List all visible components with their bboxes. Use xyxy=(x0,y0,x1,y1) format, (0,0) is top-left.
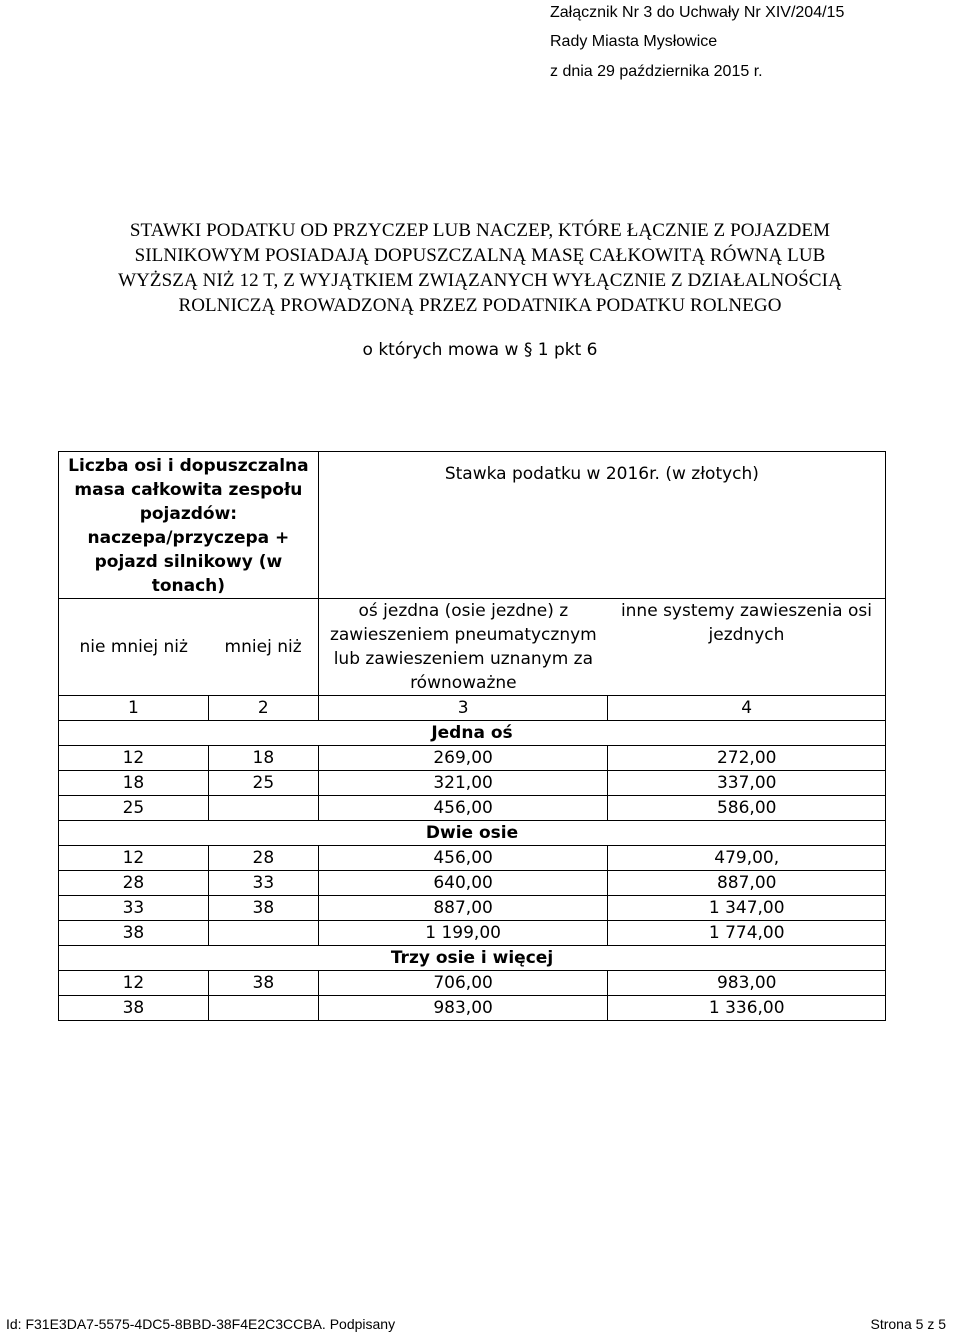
cell-min-weight: 38 xyxy=(59,921,209,946)
document-subtitle: o których mowa w § 1 pkt 6 xyxy=(362,340,598,360)
cell-rate-other: 586,00 xyxy=(608,796,886,821)
council-name: Rady Miasta Mysłowice xyxy=(550,33,718,50)
cell-rate-pneumatic: 983,00 xyxy=(318,996,608,1021)
cell-max-weight: 25 xyxy=(208,771,318,796)
header-max: mniej niż xyxy=(208,599,318,696)
header-pneumatic: oś jezdna (osie jezdne) z zawieszeniem pneumatycznym lub zawieszeniem uznanym za równoważne xyxy=(318,599,608,696)
cell-rate-pneumatic: 321,00 xyxy=(318,771,608,796)
header-other-suspension: inne systemy zawieszenia osi jezdnych xyxy=(608,599,886,696)
cell-rate-other: 887,00 xyxy=(608,871,886,896)
cell-min-weight: 12 xyxy=(59,971,209,996)
page-number: Strona 5 z 5 xyxy=(870,1316,946,1332)
header-tax-rate: Stawka podatku w 2016r. (w złotych) xyxy=(318,452,885,599)
cell-rate-pneumatic: 456,00 xyxy=(318,846,608,871)
cell-rate-pneumatic: 887,00 xyxy=(318,896,608,921)
table-row xyxy=(59,846,886,871)
cell-max-weight: 33 xyxy=(208,871,318,896)
cell-min-weight: 28 xyxy=(59,871,209,896)
table-row xyxy=(59,996,886,1021)
cell-rate-other: 1 347,00 xyxy=(608,896,886,921)
table-row xyxy=(59,771,886,796)
cell-rate-pneumatic: 269,00 xyxy=(318,746,608,771)
header-weight-axles: Liczba osi i dopuszczalna masa całkowita zespołu pojazdów: naczepa/przyczepa + pojazd silnikowy (w tonach) xyxy=(59,452,319,599)
resolution-date: z dnia 29 października 2015 r. xyxy=(550,63,763,80)
cell-rate-pneumatic: 706,00 xyxy=(318,971,608,996)
title-line: ROLNICZĄ PROWADZONĄ PRZEZ PODATNIKA PODATKU ROLNEGO xyxy=(178,295,782,316)
cell-min-weight: 38 xyxy=(59,996,209,1021)
cell-rate-other: 1 336,00 xyxy=(608,996,886,1021)
tax-rate-sections xyxy=(59,721,886,1021)
cell-min-weight: 12 xyxy=(59,746,209,771)
tax-rate-table xyxy=(58,451,886,1021)
section-heading: Dwie osie xyxy=(59,821,886,846)
cell-rate-pneumatic: 456,00 xyxy=(318,796,608,821)
cell-rate-other: 1 774,00 xyxy=(608,921,886,946)
table-row xyxy=(59,971,886,996)
column-number: 1 xyxy=(59,696,209,721)
annex-title: Załącznik Nr 3 do Uchwały Nr XIV/204/15 xyxy=(550,4,845,21)
cell-rate-other: 479,00, xyxy=(608,846,886,871)
column-number: 4 xyxy=(608,696,886,721)
title-line: STAWKI PODATKU OD PRZYCZEP LUB NACZEP, KTÓRE ŁĄCZNIE Z POJAZDEM xyxy=(129,220,831,241)
document-id: Id: F31E3DA7-5575-4DC5-8BBD-38F4E2C3CCBA. Podpisany xyxy=(6,1316,396,1332)
cell-rate-other: 272,00 xyxy=(608,746,886,771)
cell-max-weight: 18 xyxy=(208,746,318,771)
column-number: 2 xyxy=(208,696,318,721)
column-number: 3 xyxy=(318,696,608,721)
cell-max-weight xyxy=(208,921,318,946)
title-line: SILNIKOWYM POSIADAJĄ DOPUSZCZALNĄ MASĘ CAŁKOWITĄ RÓWNĄ LUB xyxy=(134,245,826,266)
cell-min-weight: 25 xyxy=(59,796,209,821)
cell-max-weight: 38 xyxy=(208,896,318,921)
document-title xyxy=(40,218,920,318)
section-heading: Jedna oś xyxy=(59,721,886,746)
cell-rate-pneumatic: 640,00 xyxy=(318,871,608,896)
table-row xyxy=(59,896,886,921)
cell-max-weight xyxy=(208,796,318,821)
table-row xyxy=(59,796,886,821)
cell-min-weight: 33 xyxy=(59,896,209,921)
cell-max-weight xyxy=(208,996,318,1021)
cell-max-weight: 28 xyxy=(208,846,318,871)
cell-min-weight: 18 xyxy=(59,771,209,796)
cell-rate-other: 337,00 xyxy=(608,771,886,796)
cell-rate-pneumatic: 1 199,00 xyxy=(318,921,608,946)
cell-rate-other: 983,00 xyxy=(608,971,886,996)
table-row xyxy=(59,921,886,946)
header-min: nie mniej niż xyxy=(59,599,209,696)
title-line: WYŻSZĄ NIŻ 12 T, Z WYJĄTKIEM ZWIĄZANYCH WYŁĄCZNIE Z DZIAŁALNOŚCIĄ xyxy=(118,270,842,291)
cell-max-weight: 38 xyxy=(208,971,318,996)
table-row xyxy=(59,871,886,896)
table-row xyxy=(59,746,886,771)
section-heading: Trzy osie i więcej xyxy=(59,946,886,971)
cell-min-weight: 12 xyxy=(59,846,209,871)
